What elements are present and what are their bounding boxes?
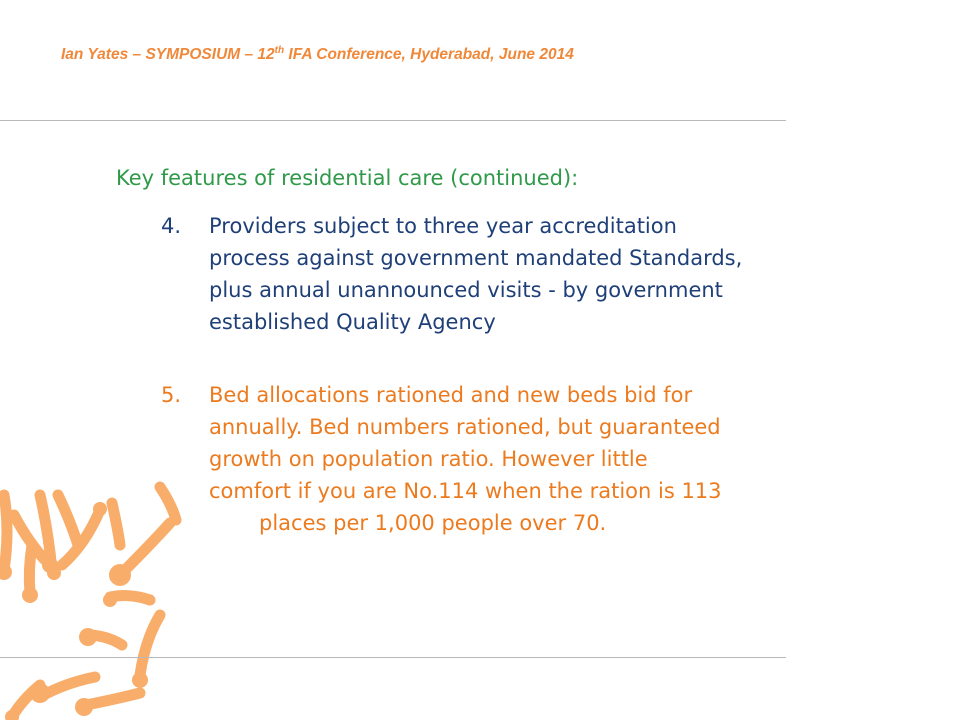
list-line: comfort if you are No.114 when the ration is 113: [209, 479, 722, 503]
header-superscript: th: [274, 44, 285, 56]
list-line: annually. Bed numbers rationed, but guaranteed: [209, 415, 721, 439]
bottom-divider: [0, 657, 786, 658]
list-line: growth on population ratio. However little: [209, 447, 648, 471]
top-divider: [0, 120, 786, 121]
list-line: Providers subject to three year accreditation: [209, 214, 677, 238]
header-text-end: IFA Conference, Hyderabad, June 2014: [284, 46, 574, 63]
list-line: places per 1,000 people over 70.: [259, 511, 607, 535]
slide-title: Key features of residential care (continued):: [116, 166, 579, 190]
abstract-orange-branch-pattern-icon: [0, 475, 200, 720]
list-line: Bed allocations rationed and new beds bid for: [209, 383, 693, 407]
list-item-5: [161, 379, 722, 539]
list-number: 4.: [161, 214, 182, 238]
header-text: Ian Yates – SYMPOSIUM – 12: [61, 46, 275, 63]
list-line: process against government mandated Standards,: [209, 246, 743, 270]
list-number: 5.: [161, 383, 182, 407]
list-item-4: [161, 210, 742, 338]
conference-header: [61, 46, 574, 64]
list-line: plus annual unannounced visits - by government: [209, 278, 723, 302]
list-line: established Quality Agency: [209, 310, 496, 334]
